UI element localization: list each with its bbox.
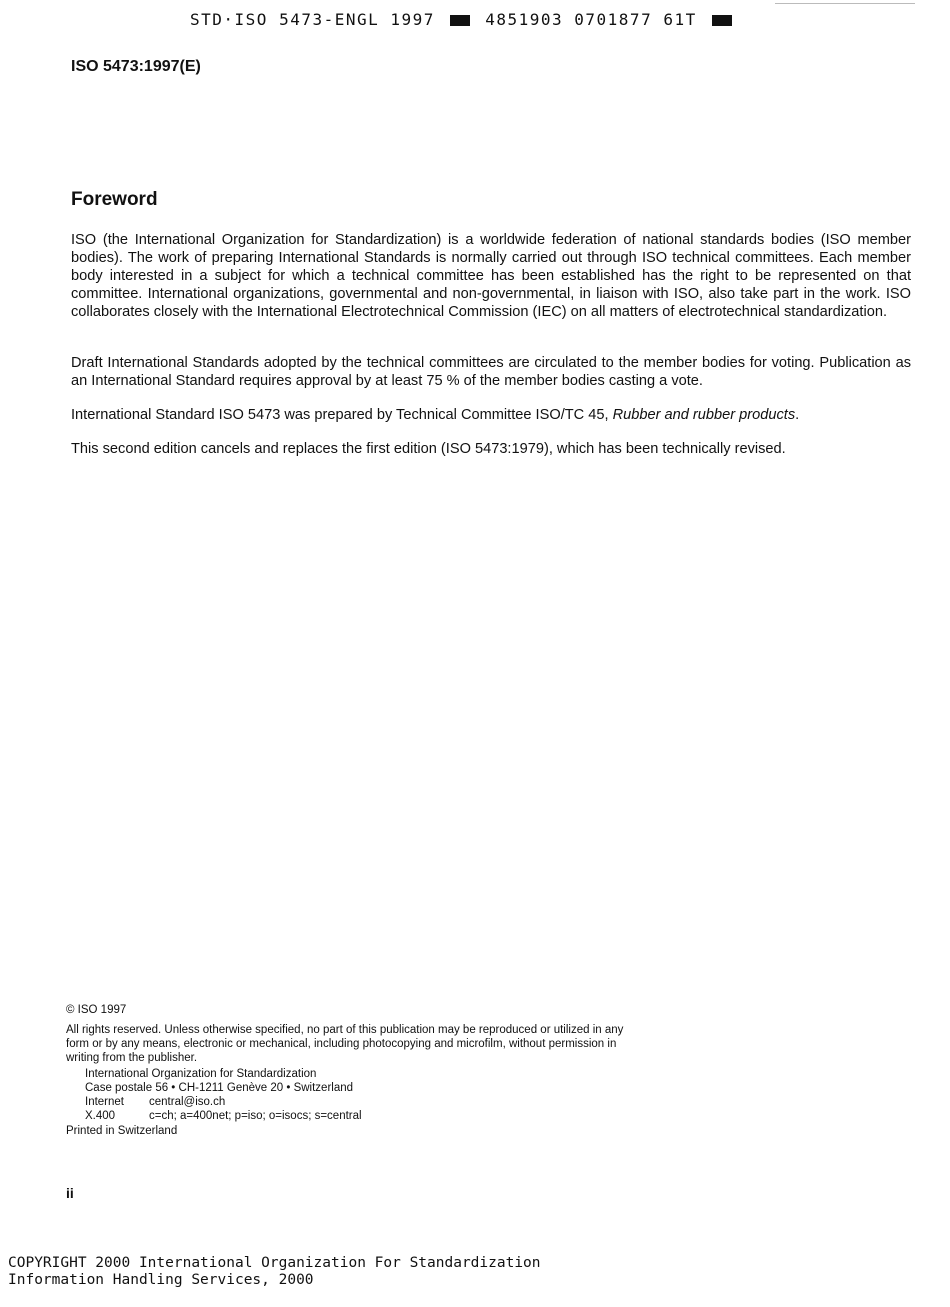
scan-header-part2: 4851903 0701877 61T bbox=[485, 10, 697, 29]
copyright-footer bbox=[8, 1255, 541, 1289]
scan-artifact bbox=[775, 3, 915, 4]
footer-line-2: Information Handling Services, 2000 bbox=[8, 1272, 314, 1288]
rights-statement: All rights reserved. Unless otherwise specified, no part of this publication may be reproduced or utilized in any form or by any means, electronic or mechanical, including photocopying and microfilm, without permission in writing from the publisher. bbox=[66, 1024, 624, 1064]
document-reference: ISO 5473:1997(E) bbox=[71, 58, 201, 75]
foreword-paragraph-4: This second edition cancels and replaces the first edition (ISO 5473:1979), which has been technically revised. bbox=[71, 441, 786, 457]
foreword-paragraph-3 bbox=[71, 406, 911, 424]
internet-label: Internet bbox=[85, 1096, 124, 1108]
scan-header-part1: STD·ISO 5473-ENGL 1997 bbox=[190, 10, 435, 29]
paragraph-3-suffix: . bbox=[795, 407, 800, 423]
publisher-address bbox=[66, 1067, 626, 1123]
internet-row bbox=[85, 1095, 626, 1109]
redaction-block bbox=[712, 15, 732, 26]
foreword-paragraph-1: ISO (the International Organization for Standardization) is a worldwide federation of national standards bodies (ISO member bodies). The work of preparing International Standards is normally carried out through ISO technical committees. Each member body interested in a subject for which a technical committee has been established has the right to be represented on that committee. International organizations, governmental and non-governmental, in liaison with ISO, also take part in the work. ISO collaborates closely with the International Electrotechnical Commission (IEC) on all matters of electrotechnical standardization. bbox=[71, 232, 911, 320]
x400-value: c=ch; a=400net; p=iso; o=isocs; s=central bbox=[149, 1110, 362, 1122]
page-number: ii bbox=[66, 1185, 74, 1201]
committee-title: Rubber and rubber products bbox=[612, 407, 796, 423]
x400-label: X.400 bbox=[85, 1110, 116, 1122]
publisher-org: International Organization for Standardization bbox=[85, 1068, 317, 1080]
foreword-paragraph-2: Draft International Standards adopted by the technical committees are circulated to the member bodies for voting. Publication as an International Standard requires approval by at least 75 % of the member bodies casting a vote. bbox=[71, 355, 911, 389]
copyright-line: © ISO 1997 bbox=[66, 1004, 127, 1016]
redaction-block bbox=[450, 15, 470, 26]
printed-in: Printed in Switzerland bbox=[66, 1125, 178, 1137]
foreword-heading: Foreword bbox=[71, 189, 158, 210]
footer-line-1: COPYRIGHT 2000 International Organization For Standardization bbox=[8, 1255, 541, 1271]
scan-header bbox=[190, 10, 736, 29]
copyright-block bbox=[66, 1003, 626, 1138]
internet-value: central@iso.ch bbox=[149, 1096, 226, 1108]
publisher-postal: Case postale 56 • CH-1211 Genève 20 • Switzerland bbox=[85, 1082, 354, 1094]
x400-row bbox=[85, 1109, 626, 1123]
paragraph-3-prefix: International Standard ISO 5473 was prepared by Technical Committee ISO/TC 45, bbox=[71, 407, 613, 423]
